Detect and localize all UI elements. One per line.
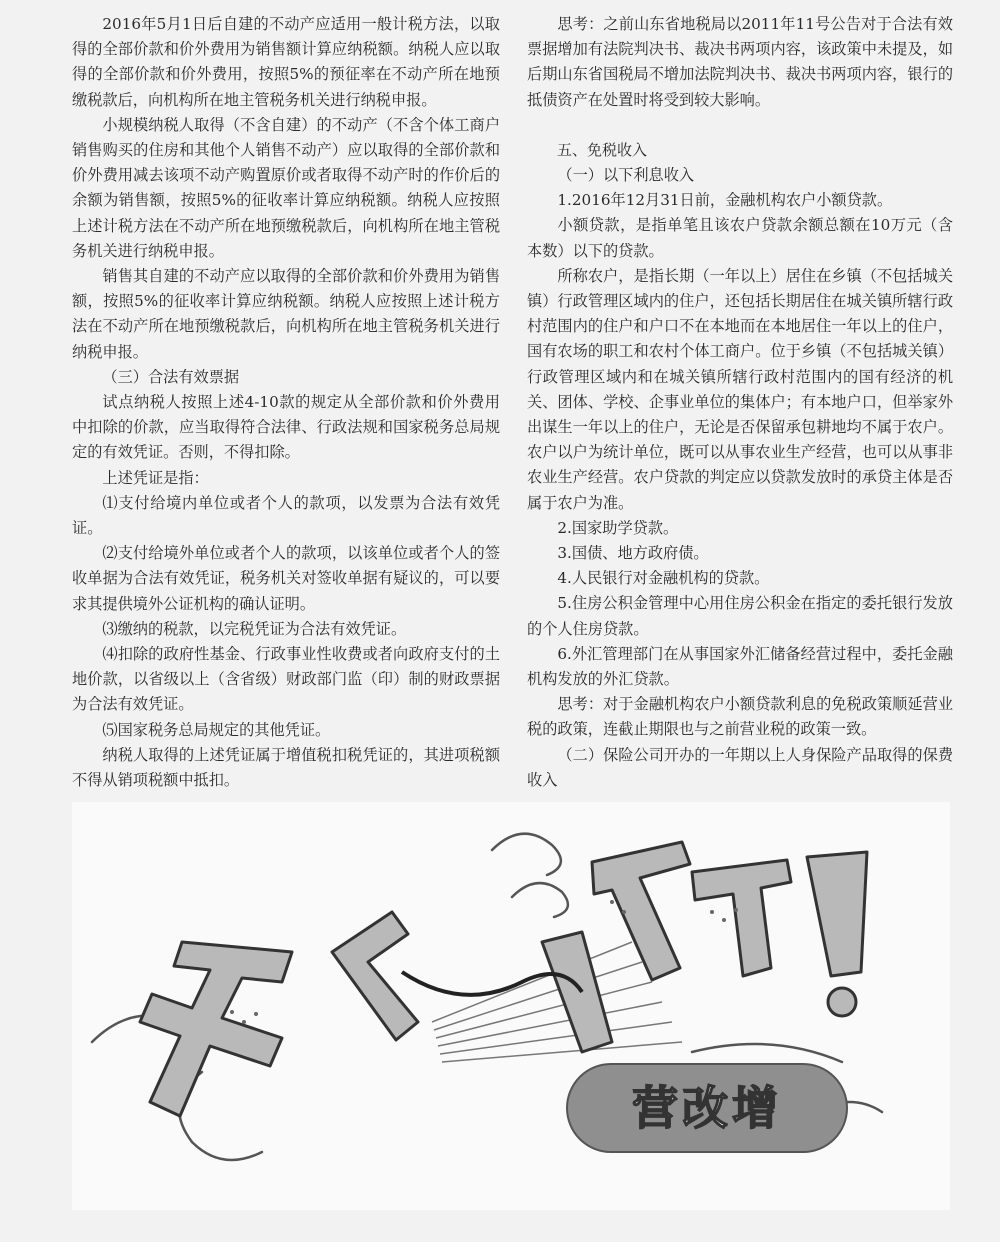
paragraph-thought-receipts: 思考：之前山东省地税局以2011年11号公告对于合法有效票据增加有法院判决书、裁决书两项内容，该政策中未提及，如后期山东省国税局不增加法院判决书、裁决书两项内容，银行的抵债资产在处置时将受到较大影响。 <box>527 15 953 109</box>
paragraph-input-tax: 纳税人取得的上述凭证属于增值税扣税凭证的，其进项税额不得从销项税额中抵扣。 <box>72 745 500 790</box>
tie-cord <box>402 972 582 995</box>
paragraph-small-scale-taxpayer: 小规模纳税人取得（不含自建）的不动产（不含个体工商户销售购买的住房和其他个人销售不动产）应以取得的全部价款和价外费用减去该项不动产购置原价或者取得不动产时的作价后的余额为销售额，按照5%的征收率计算应纳税额。纳税人应按照上述计税方法在不动产所在地预缴税款后，向机构所在地主管税务机关进行纳税申报。 <box>72 115 500 260</box>
left-column <box>72 12 500 793</box>
list-item-voucher-5: ⑸国家税务总局规定的其他凭证。 <box>102 720 331 739</box>
list-item-voucher-4: ⑷扣除的政府性基金、行政事业性收费或者向政府支付的土地价款，以省级以上（含省级）财政部门监（印）制的财政票据为合法有效凭证。 <box>72 645 500 714</box>
list-item-bonds: 3.国债、地方政府债。 <box>557 544 709 563</box>
banner-text: 营改增 <box>632 1081 782 1135</box>
list-item-forex-loans: 6.外汇管理部门在从事国家外汇储备经营过程中，委托金融机构发放的外汇贷款。 <box>527 644 953 689</box>
paragraph-self-built-property: 2016年5月1日后自建的不动产应适用一般计税方法，以取得的全部价款和价外费用为销售额计算应纳税额。纳税人应以取得的全部价款和价外费用，按照5%的预征率在不动产所在地预缴税款后，向机构所在地主管税务机关进行纳税申报。 <box>72 15 500 109</box>
right-column <box>527 12 953 793</box>
list-item-farmer-loans: 1.2016年12月31日前，金融机构农户小额贷款。 <box>557 191 893 210</box>
list-item-student-loans: 2.国家助学贷款。 <box>557 518 679 537</box>
list-item-voucher-3: ⑶缴纳的税款，以完税凭证为合法有效凭证。 <box>102 619 407 638</box>
subheading-insurance-premiums: （二）保险公司开办的一年期以上人身保险产品取得的保费收入 <box>527 745 953 789</box>
paragraph-farmer-definition: 所称农户，是指长期（一年以上）居住在乡镇（不包括城关镇）行政管理区域内的住户，还包括长期居住在城关镇所辖行政村范围内的住户和户口不在本地而在本地居住一年以上的住户，国有农场的职工和农村个体工商户。位于乡镇（不包括城关镇）行政管理区域内和在城关镇所辖行政村范围内的国有经济的机关、团体、学校、企事业单位的集体户；有本地户口，但举家外出谋生一年以上的住户，无论是否保留承包耕地均不属于农户。农户以户为统计单位，既可以从事农业生产经营，也可以从事非农业生产经营。农户贷款的判定应以贷款发放时的承贷主体是否属于农户为准。 <box>527 266 953 512</box>
subheading-valid-receipts: （三）合法有效票据 <box>102 367 240 386</box>
subheading-interest-income: （一）以下利息收入 <box>557 166 695 185</box>
list-item-housing-fund-loans: 5.住房公积金管理中心用住房公积金在指定的委托银行发放的个人住房贷款。 <box>527 594 953 638</box>
paragraph-thought-farmer-loans: 思考：对于金融机构农户小额贷款利息的免税政策顺延营业税的政策，连截止期限也与之前营业税的政策一致。 <box>527 695 953 739</box>
paragraph-sale-self-built: 销售其自建的不动产应以取得的全部价款和价外费用为销售额，按照5%的征收率计算应纳税额。纳税人应按照上述计税方法在不动产所在地预缴税款后，向机构所在地主管税务机关进行纳税申报。 <box>72 267 500 361</box>
section-heading-tax-exempt: 五、免税收入 <box>557 140 648 159</box>
paragraph-voucher-intro: 上述凭证是指： <box>102 468 209 487</box>
list-item-voucher-2: ⑵支付给境外单位或者个人的款项，以该单位或者个人的签收单据为合法有效凭证，税务机关对签收单据有疑议的，可以要求其提供境外公证机构的确认证明。 <box>72 544 500 613</box>
paragraph-small-loan-definition: 小额贷款，是指单笔且该农户贷款余额总额在10万元（含本数）以下的贷款。 <box>527 216 953 260</box>
business-tax-to-vat-cartoon-icon <box>72 802 950 1210</box>
paragraph-deduction-rule: 试点纳税人按照上述4-10款的规定从全部价款和价外费用中扣除的价款，应当取得符合法律、行政法规和国家税务总局规定的有效凭证。否则，不得扣除。 <box>72 393 500 462</box>
list-item-central-bank-loans: 4.人民银行对金融机构的贷款。 <box>557 569 770 588</box>
list-item-voucher-1: ⑴支付给境内单位或者个人的款项，以发票为合法有效凭证。 <box>72 493 500 538</box>
